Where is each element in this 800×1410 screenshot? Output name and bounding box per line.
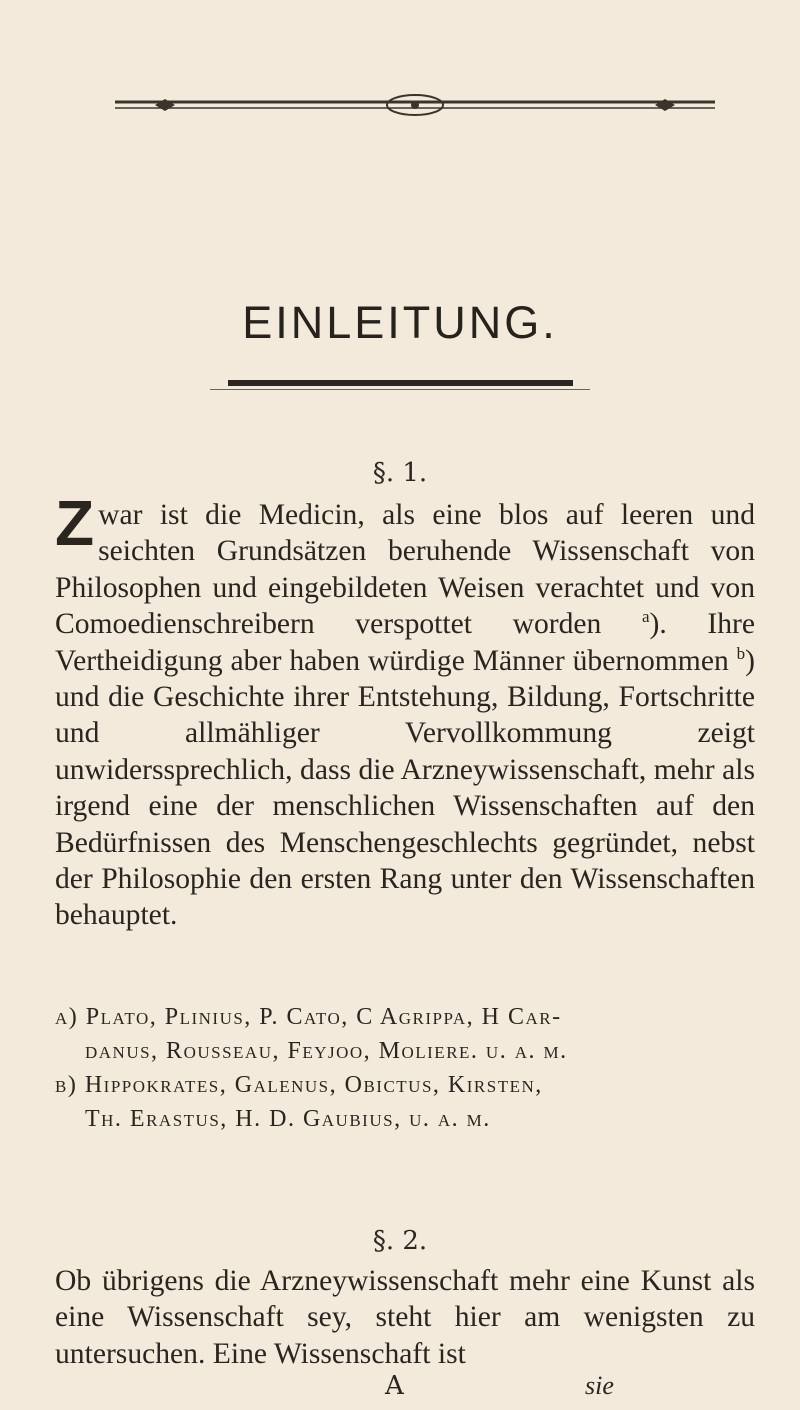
footnote-ref-a: a <box>641 607 650 627</box>
header-ornament <box>115 88 715 122</box>
footnote-a: a) Plato, Plinius, P. Cato, C Agrippa, H Car- <box>55 1004 562 1030</box>
page-title: EINLEITUNG. <box>242 297 558 348</box>
title-rule <box>228 380 573 386</box>
section-2-heading: §. 2. <box>372 1226 428 1256</box>
footnote-ref-b: b <box>736 643 746 663</box>
section-1-heading: §. 1. <box>372 458 428 488</box>
section-2-paragraph: Ob übrigens die Arzneywissenschaft mehr eine Kunst als eine Wissenschaft sey, steht hier am wenigsten zu untersuchen. Eine Wissenschaft ist <box>55 1265 755 1370</box>
footnote-b: b) Hippokrates, Galenus, Obictus, Kirsten, <box>55 1072 543 1098</box>
footnote-b-cont: Th. Erastus, H. D. Gaubius, u. a. m. <box>85 1106 491 1132</box>
section-1-paragraph: Zwar ist die Medicin, als eine blos auf leeren und seichten Grundsätzen beruhende Wissenschaft von Philosophen und eingebildeten Weisen verachtet und von Comoedienschreibern verspottet worden $^a$). Ihre Vertheidigung aber haben würdige Männer übernommen $^b$) und die Geschichte ihrer Entstehung, Bildung, Fortschritte und allmähliger Vervollkommung zeigt unwiderssprechlich, dass die Arzneywissenschaft, mehr als irgend eine der menschlichen Wissenschaften auf den Bedürfnissen des Menschengeschlechts gegründet, nebst der Philosophie den ersten Rang unter den Wissenschaften behauptet. <box>55 487 755 932</box>
footnotes <box>55 1000 765 1136</box>
footnote-a-cont: danus, Rousseau, Feyjoo, Moliere. u. a. m. <box>85 1038 568 1064</box>
title-rule-thin <box>210 389 590 390</box>
signature-mark: A <box>385 1371 404 1401</box>
drop-capital: Z <box>55 487 95 559</box>
catchword: sie <box>585 1371 614 1400</box>
